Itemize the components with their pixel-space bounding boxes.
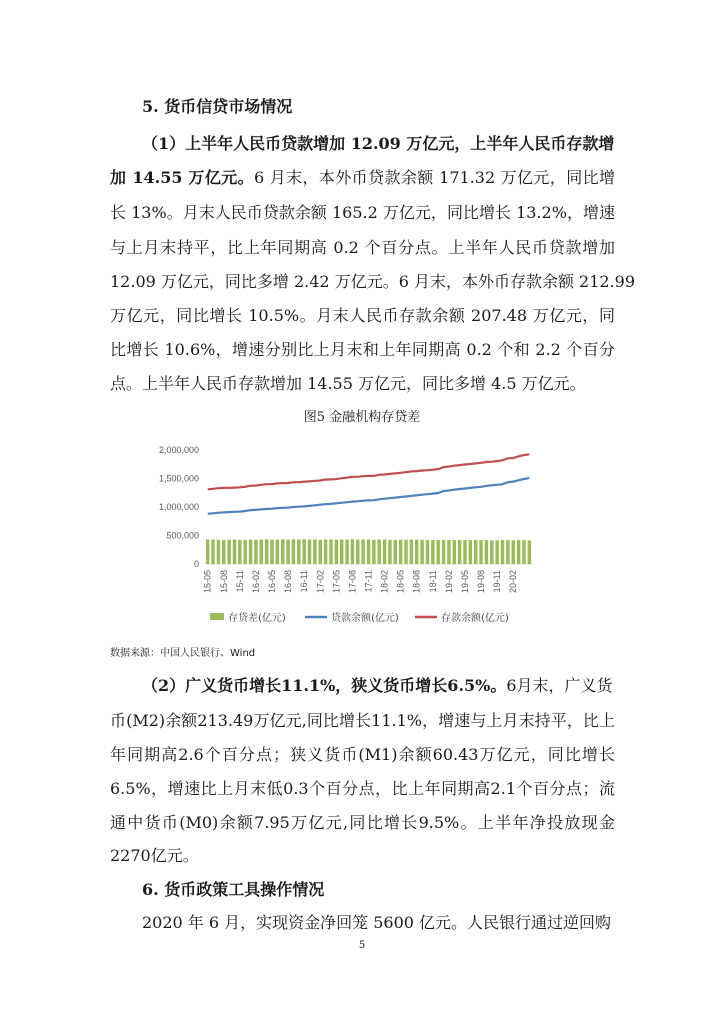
p2-line-4: 6.5%，增速比上月末低0.3个百分点，比上年同期高2.1个百分点；流 [110,779,615,798]
bar-gap [238,540,241,564]
x-tick-label: 19-02 [443,570,454,594]
bar-gap [522,540,525,564]
bar-gap [394,540,397,564]
bar-gap [495,540,498,564]
section-6-heading: 6. 货币政策工具操作情况 [142,880,325,899]
x-tick-label: 17-08 [347,570,358,594]
x-tick-label: 16-05 [267,570,278,594]
legend-label: 存贷差(亿元) [228,613,286,624]
bar-gap [485,540,488,564]
bar-gap [378,539,381,564]
legend-label: 存款余额(亿元) [441,613,509,624]
p1-line-4: 与上月末持平，比上年同期高 0.2 个百分点。上半年人民币贷款增加 [110,238,615,257]
bar-gap [479,540,482,564]
x-tick-label: 18-08 [411,570,422,594]
x-tick-label: 15-11 [234,570,245,593]
x-tick-label: 15-05 [202,570,213,594]
y-tick-label: 1,500,000 [158,473,199,484]
x-tick-label: 16-08 [283,570,294,594]
bar-gap [436,540,439,564]
x-tick-label: 18-02 [379,570,390,594]
p2-line-6: 2270亿元。 [110,846,199,865]
bar-gap [302,539,305,564]
bar-gap [308,539,311,564]
p1-line-6: 万亿元，同比增长 10.5%。月末人民币存款余额 207.48 万亿元，同 [110,306,615,325]
bar-gap [383,539,386,564]
p1-line-2-rest: 6 月末，本外币贷款余额 171.32 万亿元，同比增 [254,168,615,187]
bar-gap [292,539,295,564]
bar-gap [276,539,279,564]
deposit-loan-chart [140,440,540,640]
figure-caption: 图5 金融机构存贷差 [303,410,421,425]
x-tick-label: 16-11 [299,570,310,593]
bar-gap [490,540,493,564]
bar-gap [447,540,450,564]
p1-line-1: （1）上半年人民币贷款增加 12.09 万亿元，上半年人民币存款增 [142,134,615,153]
bar-gap [211,539,214,564]
section-5-heading: 5. 货币信贷市场情况 [142,97,293,116]
bar-gap [260,539,263,564]
bar-gap [474,540,477,564]
bar-gap [217,540,220,564]
bar-gap [458,540,461,564]
p2-line-3: 年同期高2.6个百分点；狭义货币(M1)余额60.43万亿元，同比增长 [110,745,615,764]
x-tick-label: 19-08 [476,570,487,594]
bar-gap [227,540,230,564]
bar-gap [335,540,338,564]
bar-gap [372,540,375,564]
y-tick-label: 0 [193,559,199,569]
p2-line-1-rest: 6月末，广义货 [506,676,613,695]
p1-line-3: 长 13%。月末人民币贷款余额 165.2 万亿元，同比增长 13.2%，增速 [110,203,615,222]
x-tick-label: 19-05 [459,570,470,594]
x-tick-label: 15-08 [218,570,229,594]
bar-gap [206,539,209,564]
bar-gap [265,539,268,564]
bar-gap [313,539,316,564]
bar-gap [512,540,515,564]
bar-gap [233,539,236,564]
bar-gap [415,540,418,564]
deposit-balance-line [208,454,530,489]
bar-gap [469,540,472,564]
x-tick-label: 18-05 [395,570,406,594]
bar-gap [420,540,423,564]
p1-line-7: 比增长 10.6%，增速分别比上月末和上年同期高 0.2 个和 2.2 个百分 [110,340,615,359]
p1-line-8: 点。上半年人民币存款增加 14.55 万亿元，同比多增 4.5 万亿元。 [110,374,586,393]
bar-gap [404,540,407,564]
bar-gap [249,539,252,564]
bar-gap [442,540,445,564]
y-tick-label: 2,000,000 [158,445,199,455]
data-source: 数据来源：中国人民银行、Wind [110,648,256,659]
bar-gap [501,540,504,564]
x-tick-label: 16-02 [250,570,261,594]
bar-gap [329,539,332,564]
p2-line-5: 通中货币(M0)余额7.95万亿元,同比增长9.5%。上半年净投放现金 [110,813,615,832]
bar-gap [324,539,327,564]
bar-gap [345,539,348,564]
bar-gap [286,539,289,564]
x-tick-label: 17-05 [331,570,342,594]
bar-gap [297,539,300,564]
bar-gap [367,539,370,564]
bar-gap [399,540,402,564]
x-tick-label: 18-11 [427,570,438,593]
page-number: 5 [358,940,366,951]
p1-line-2 [110,168,615,188]
legend-swatch-gap [210,613,224,620]
bar-gap [517,540,520,564]
bar-gap [506,540,509,564]
bar-gap [426,540,429,564]
p2-line-2: 币(M2)余额213.49万亿元,同比增长11.1%，增速与上月末持平，比上 [110,711,615,730]
p2-line-1 [142,676,613,696]
bar-gap [431,540,434,564]
bar-gap [254,540,257,564]
x-tick-label: 17-02 [315,570,326,594]
p2-line-1-bold: （2）广义货币增长11.1%，狭义货币增长6.5%。 [142,676,507,695]
bar-gap [410,539,413,564]
y-tick-label: 500,000 [166,530,199,541]
loan-balance-line [208,478,530,514]
bar-gap [281,539,284,564]
p1-line-5: 12.09 万亿元，同比多增 2.42 万亿元。6 月末，本外币存款余额 212.99 [110,272,636,291]
p1-line-2-bold: 加 14.55 万亿元。 [110,168,255,187]
bar-gap [388,540,391,564]
bar-gap [453,540,456,564]
bar-gap [340,539,343,564]
bar-gap [463,540,466,564]
y-tick-label: 1,000,000 [158,502,199,512]
bar-gap [351,539,354,564]
x-tick-label: 19-11 [492,570,503,593]
bar-gap [361,539,364,564]
bar-gap [356,539,359,564]
bar-gap [243,540,246,564]
bar-gap [528,540,531,564]
bar-gap [222,540,225,564]
legend-label: 贷款余额(亿元) [331,613,399,624]
bar-gap [270,539,273,564]
bar-gap [319,540,322,564]
x-tick-label: 20-02 [508,570,519,594]
s6-line-1: 2020 年 6 月，实现资金净回笼 5600 亿元。人民银行通过逆回购 [142,913,612,932]
x-tick-label: 17-11 [363,570,374,593]
